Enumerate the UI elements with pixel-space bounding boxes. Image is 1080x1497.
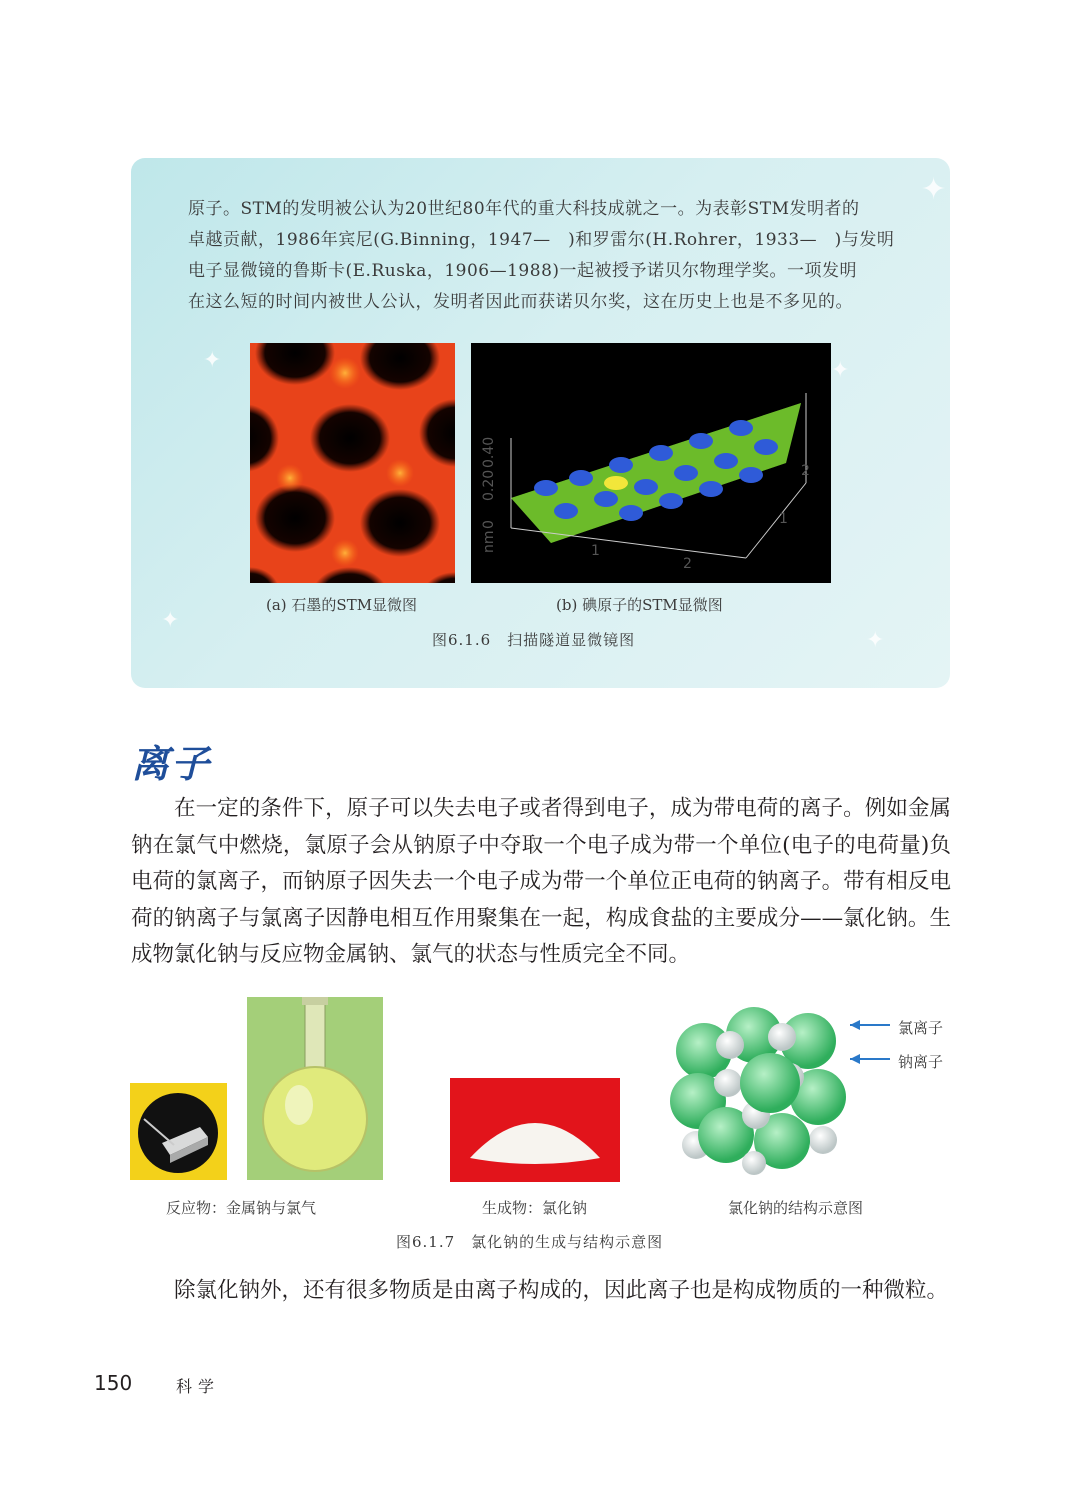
page-number: 150 bbox=[94, 1371, 133, 1395]
z-tick: 0.40 bbox=[481, 436, 497, 468]
sodium-chloride-image bbox=[450, 1078, 620, 1182]
box-line: 电子显微镜的鲁斯卡(E.Ruska，1906—1988)一起被授予诺贝尔物理学奖。一项发明 bbox=[188, 261, 858, 281]
caption-reactants: 反应物：金属钠与氯气 bbox=[166, 1199, 317, 1217]
figure-caption-2: 图6.1.7 氯化钠的生成与结构示意图 bbox=[396, 1233, 664, 1251]
section-heading: 离子 bbox=[131, 742, 212, 786]
iodine-stm-image bbox=[471, 343, 831, 583]
sparkle-icon: ✦ bbox=[831, 358, 850, 383]
axis-unit: nm bbox=[481, 530, 497, 553]
arrow-left-icon bbox=[850, 1054, 860, 1064]
paragraph-text: 除氯化钠外，还有很多物质是由离子构成的，因此离子也是构成物质的一种微粒。 bbox=[174, 1278, 949, 1303]
y-tick: 1 bbox=[779, 511, 788, 527]
sparkle-icon: ✦ bbox=[203, 348, 222, 373]
subject-label: 科学 bbox=[176, 1377, 221, 1396]
box-line: 卓越贡献，1986年宾尼(G.Binning，1947— )和罗雷尔(H.Rohrer，1933— )与发明 bbox=[188, 230, 895, 250]
sparkle-icon: ✦ bbox=[866, 628, 885, 653]
label-chloride-ion: 氯离子 bbox=[898, 1019, 944, 1037]
caption-structure: 氯化钠的结构示意图 bbox=[728, 1199, 864, 1217]
paragraph bbox=[131, 791, 951, 974]
z-tick: 0.20 bbox=[481, 469, 497, 501]
label-sodium-ion: 钠离子 bbox=[898, 1053, 944, 1071]
sparkle-icon: ✦ bbox=[921, 172, 947, 207]
fig-a-caption: (a) 石墨的STM显微图 bbox=[266, 596, 418, 614]
sodium-metal-image bbox=[130, 1083, 227, 1180]
x-tick: 2 bbox=[683, 556, 692, 572]
nacl-structure-diagram bbox=[668, 1005, 848, 1175]
paragraph-text: 在一定的条件下，原子可以失去电子或者得到电子，成为带电荷的离子。例如金属钠在氯气中燃烧，氯原子会从钠原子中夺取一个电子成为带一个单位(电子的电荷量)负电荷的氯离子，而钠原子因失去一个电子成为带一个单位正电荷的钠离子。带有相反电荷的钠离子与氯离子因静电相互作用聚集在一起，构成食盐的主要成分——氯化钠。生成物氯化钠与反应物金属钠、氯气的状态与性质完全不同。 bbox=[131, 796, 951, 967]
box-line: 原子。STM的发明被公认为20世纪80年代的重大科技成就之一。为表彰STM发明者的 bbox=[188, 199, 860, 219]
paragraph bbox=[131, 1273, 951, 1310]
chlorine-flask-image bbox=[247, 997, 383, 1180]
caption-product: 生成物：氯化钠 bbox=[482, 1199, 588, 1217]
figure-caption: 图6.1.6 扫描隧道显微镜图 bbox=[432, 631, 636, 649]
y-tick: 2 bbox=[801, 463, 810, 479]
graphite-stm-image bbox=[250, 343, 455, 583]
fig-b-caption: (b) 碘原子的STM显微图 bbox=[556, 596, 723, 614]
x-tick: 1 bbox=[591, 543, 600, 559]
box-line: 在这么短的时间内被世人公认，发明者因此而获诺贝尔奖，这在历史上也是不多见的。 bbox=[188, 292, 853, 312]
sparkle-icon: ✦ bbox=[161, 608, 180, 633]
arrow-left-icon bbox=[850, 1020, 860, 1030]
box-text bbox=[188, 194, 908, 318]
z-tick: 0 bbox=[481, 520, 497, 529]
